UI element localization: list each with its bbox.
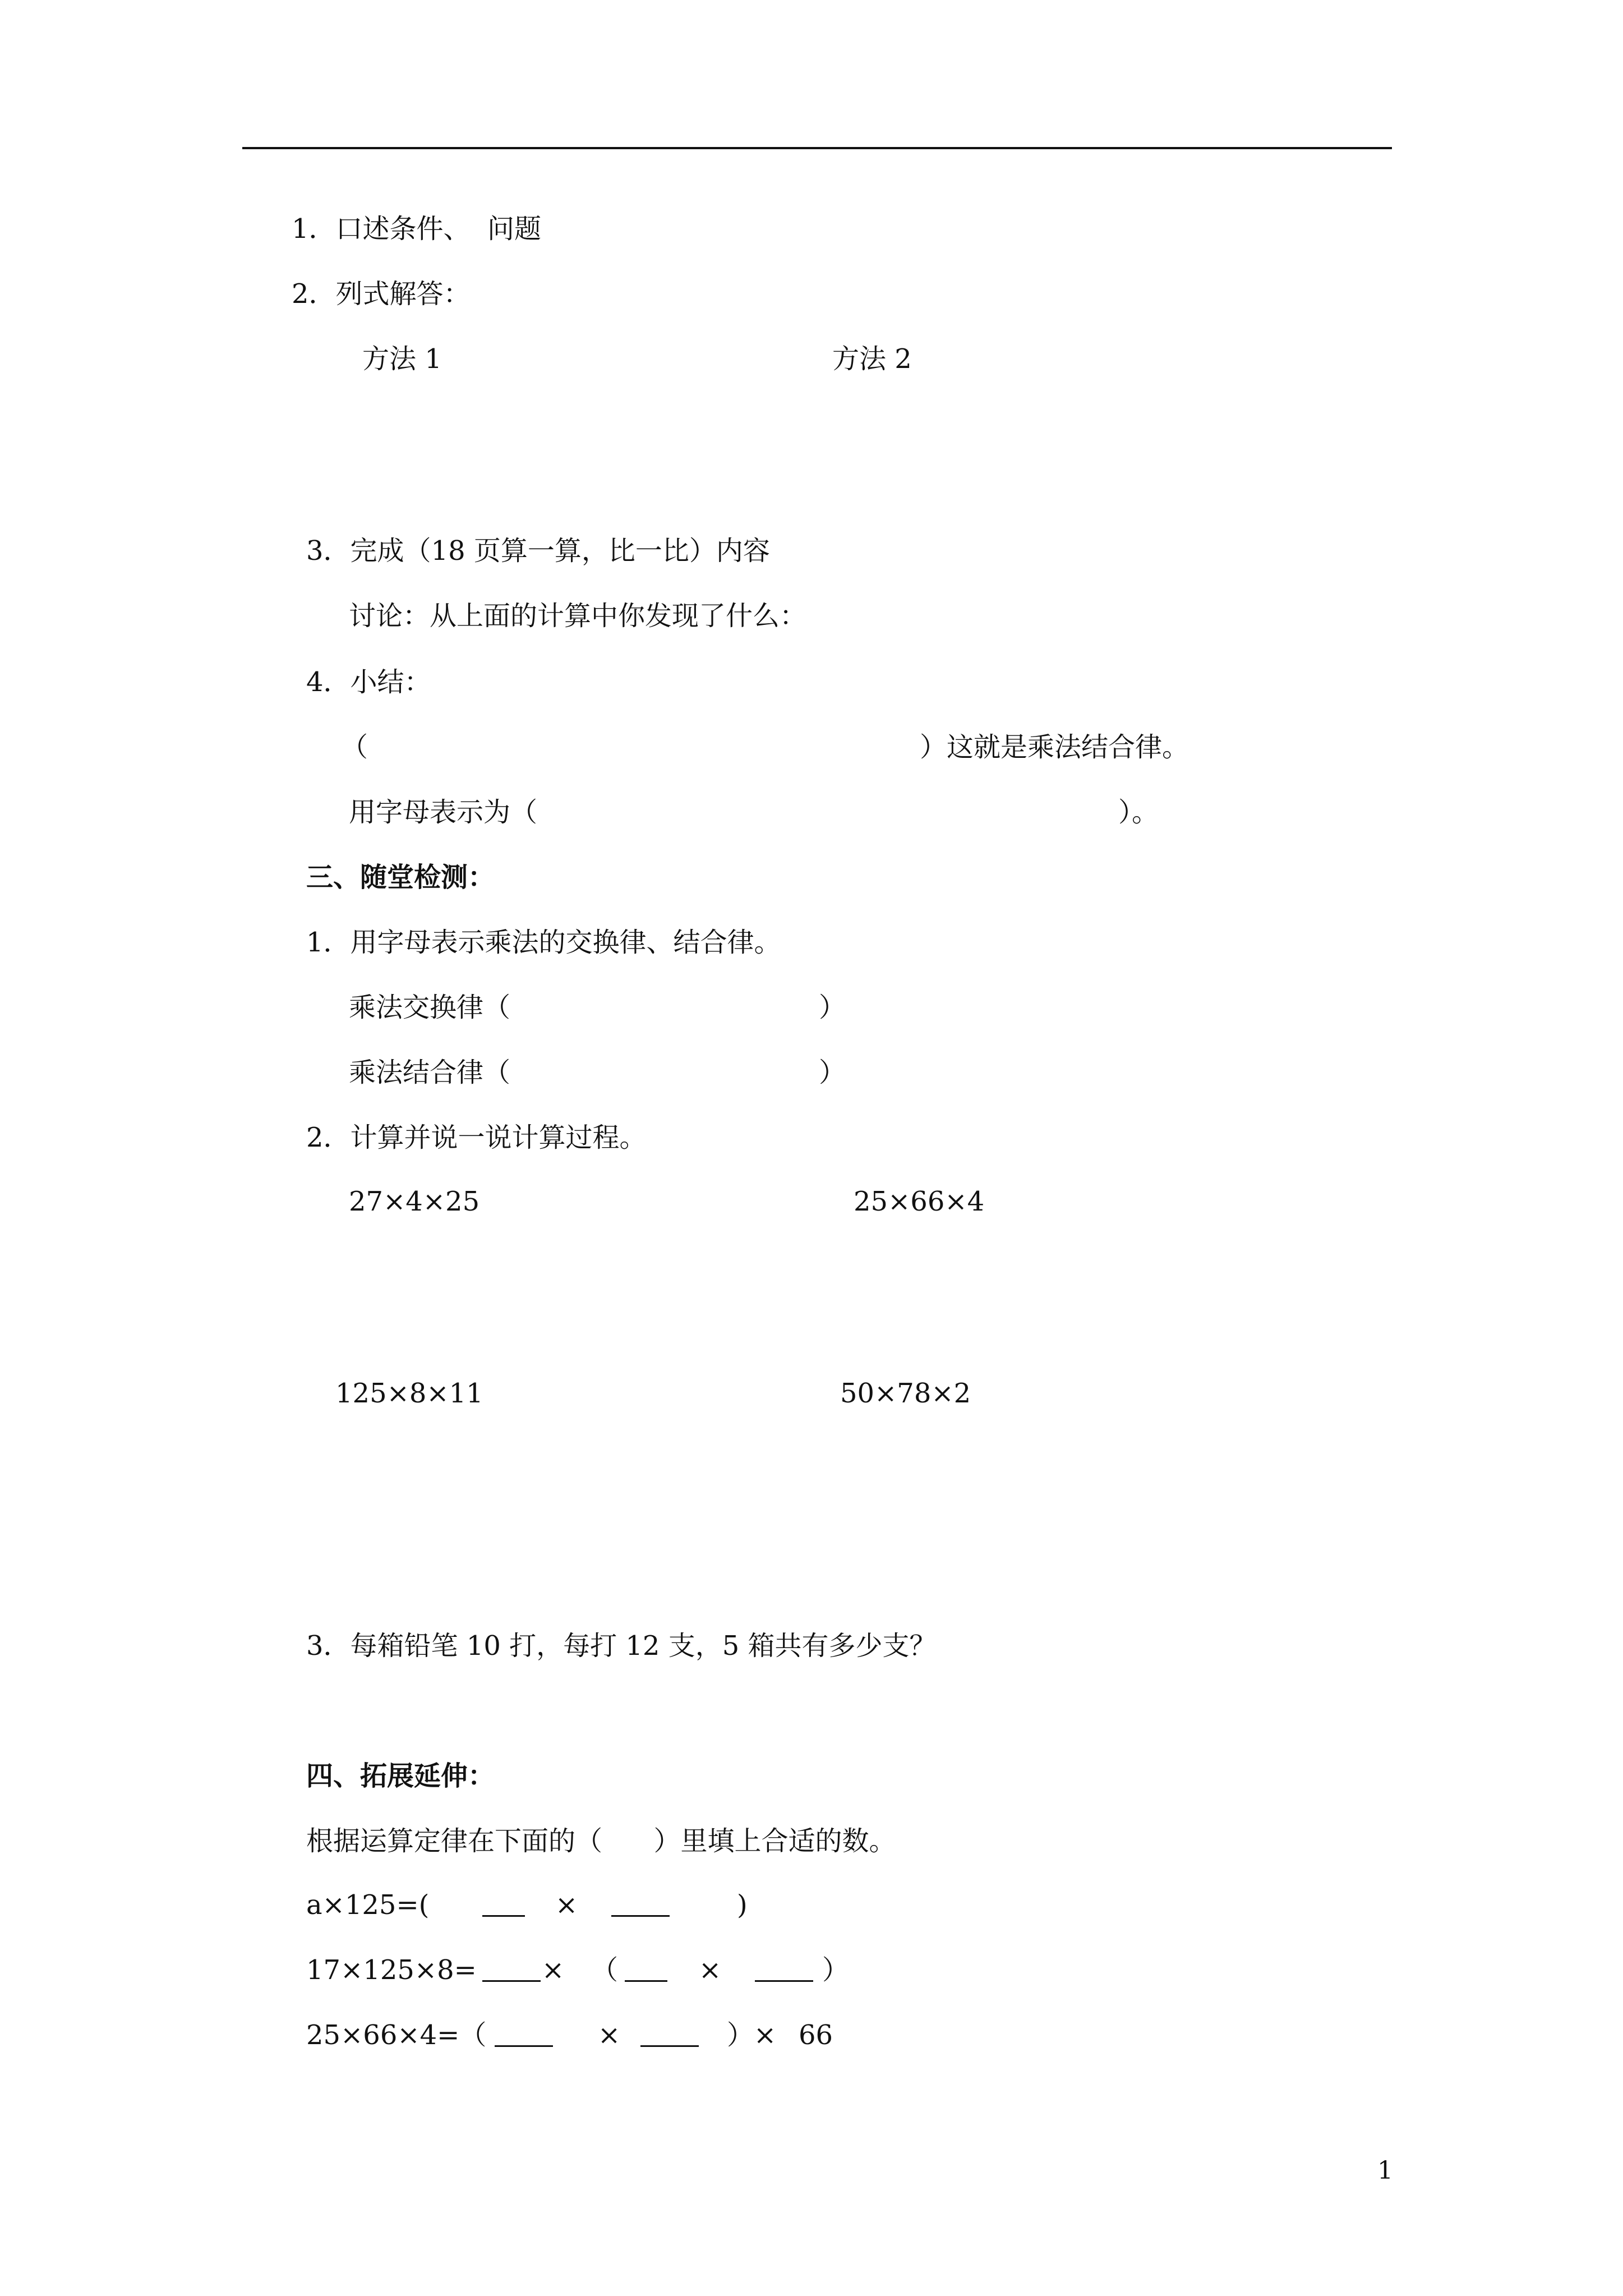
letter-expression-prefix: 用字母表示为（ [349,797,538,828]
item-2-solve: 2．列式解答： [292,278,471,310]
commutative-law-suffix: ） [819,992,846,1023]
question-1: 1．用字母表示乘法的交换律、结合律。 [306,927,781,958]
item-1-oral-conditions: 1．口述条件、 问题 [292,213,542,245]
calc-expression-2: 25×66×4 [854,1186,985,1217]
summary-open-paren: （ [341,731,368,763]
equation-2-close: ） [822,1954,850,1986]
equation-2-blank-1[interactable] [482,1958,541,1982]
item-4-summary: 4．小结： [306,666,431,698]
letter-expression-suffix: ）。 [1118,797,1159,828]
equation-3-tail: 66 [799,2019,833,2051]
calc-expression-4: 50×78×2 [840,1378,971,1409]
header-rule [242,147,1392,149]
question-3: 3．每箱铅笔 10 打，每打 12 支，5 箱共有多少支？ [306,1630,937,1662]
equation-3-blank-1[interactable] [495,2023,553,2047]
section-4-heading: 四、拓展延伸： [306,1760,495,1792]
commutative-law-prefix: 乘法交换律（ [349,992,511,1023]
fill-in-instruction: 根据运算定律在下面的（ ）里填上合适的数。 [306,1825,896,1857]
equation-3-close: ）× [727,2019,777,2051]
equation-2-prefix: 17×125×8= [306,1954,477,1986]
calc-expression-1: 27×4×25 [349,1186,480,1217]
equation-3-prefix: 25×66×4=（ [306,2019,487,2051]
equation-1-close: ) [737,1889,748,1921]
equation-2-blank-3[interactable] [755,1958,813,1982]
method-1-label: 方法 1 [362,343,442,375]
equation-3-blank-2[interactable] [640,2023,699,2047]
equation-1-times: × [555,1889,578,1921]
page-number: 1 [1377,2156,1393,2185]
equation-1-prefix: a×125=( [306,1889,430,1921]
section-3-heading: 三、随堂检测： [306,862,495,893]
calc-expression-3: 125×8×11 [335,1378,483,1409]
method-2-label: 方法 2 [832,343,912,375]
equation-2-times-2: × [699,1954,722,1986]
item-3-complete: 3．完成（18 页算一算，比一比）内容 [306,535,770,567]
equation-1-blank-1[interactable] [482,1893,525,1917]
equation-2-open: （ [591,1954,619,1986]
equation-1-blank-2[interactable] [611,1893,670,1917]
summary-statement: ）这就是乘法结合律。 [920,731,1189,763]
equation-2-times-1: × [542,1954,565,1986]
equation-2-blank-2[interactable] [625,1958,667,1982]
discussion-prompt: 讨论：从上面的计算中你发现了什么： [349,600,807,632]
equation-3-times: × [598,2019,621,2051]
associative-law-suffix: ） [819,1057,846,1088]
associative-law-prefix: 乘法结合律（ [349,1057,511,1088]
question-2: 2．计算并说一说计算过程。 [306,1122,647,1153]
